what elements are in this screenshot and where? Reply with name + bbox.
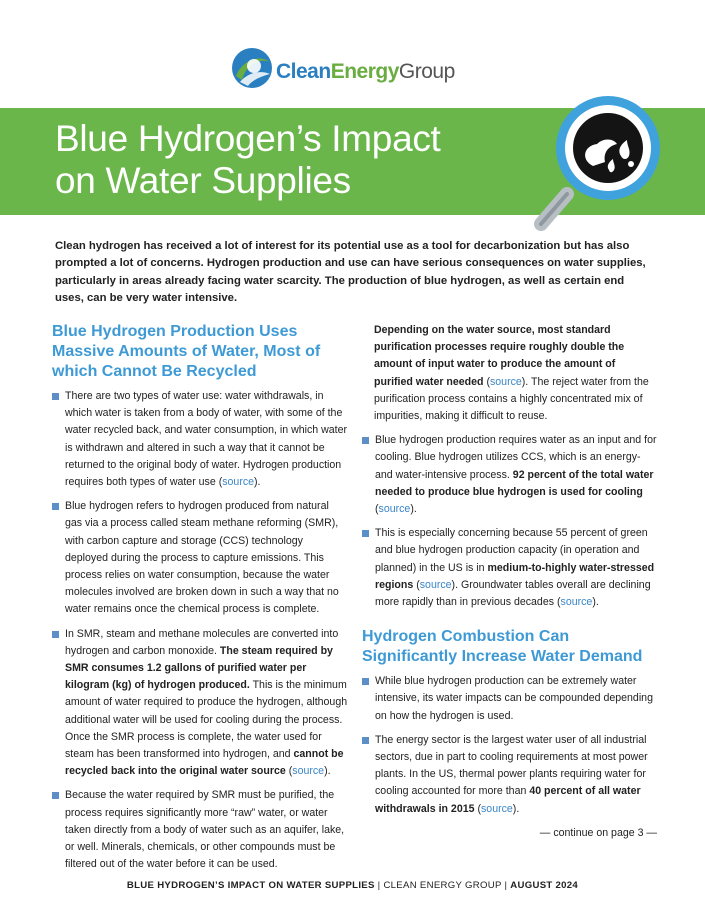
list-item: This is especially concerning because 55 percent of green and blue hydrogen production capacity (in operation and planned) in the US is in medium-to-highly water-stressed regions (source). Groundwater tables overall are declining more rapidly than in previous decades (source). <box>362 525 657 611</box>
right-column <box>362 322 657 842</box>
source-link[interactable]: source <box>222 476 255 489</box>
left-column <box>52 322 348 880</box>
intro-paragraph: Clean hydrogen has received a lot of interest for its potential use as a tool for decarbonization but has also prompted a lot of concerns. Hydrogen production and use can have serious consequences on water supplies, particularly in areas already facing water scarcity. The production of blue hydrogen, as well as certain end uses, can be very water intensive. <box>55 240 646 304</box>
section-heading-combustion: Hydrogen Combustion Can Significantly Increase Water Demand <box>362 628 643 666</box>
list-item: In SMR, steam and methane molecules are converted into hydrogen and carbon monoxide. The steam required by SMR consumes 1.2 gallons of purified water per kilogram (kg) of hydrogen produced. This is the minimum amount of water required to produce the hydrogen, although additional water will be used for cooling during the process. Once the SMR process is complete, the water used for steam has been transformed into hydrogen, and cannot be recycled back into the original water source (source). <box>52 626 348 781</box>
magnifier-water-drops-icon <box>525 88 675 236</box>
list-item: Because the water required by SMR must be purified, the process requires significantly more “raw” water, or water taken directly from a body of water such as an aquifer, lake, or well. Minerals, chemicals, or other compounds must be filtered out of the water before it can be used. <box>52 787 348 873</box>
section-heading-production: Blue Hydrogen Production Uses Massive Amounts of Water, Most of which Cannot Be Recycled <box>52 323 321 380</box>
list-item: Blue hydrogen production requires water as an input and for cooling. Blue hydrogen utilizes CCS, which is an energy- and water-intensive process. 92 percent of the total water needed to produce blue hydrogen is used for cooling (source). <box>362 432 657 518</box>
list-item: Blue hydrogen refers to hydrogen produced from natural gas via a process called steam methane reforming (SMR), with carbon capture and storage (CCS) technology deployed during the process to capture emissions. This process relies on water consumption, because the water molecules involved are broken down in such a way that no water remains once the chemical process is complete. <box>52 498 348 618</box>
source-link[interactable]: source <box>292 765 325 778</box>
list-item: The energy sector is the largest water user of all industrial sectors, due in part to cooling requirements at most power plants. In the US, thermal power plants requiring water for cooling accounted for more than 40 percent of all water withdrawals in 2015 (source). <box>362 732 657 818</box>
page-footer: BLUE HYDROGEN’S IMPACT ON WATER SUPPLIES | CLEAN ENERGY GROUP | AUGUST 2024 <box>126 880 579 891</box>
source-link[interactable]: source <box>481 802 513 815</box>
continue-note: — continue on page 3 — <box>539 826 657 839</box>
continuation-paragraph: Depending on the water source, most standard purification processes require roughly double the amount of input water to produce the amount of purified water needed (source). The reject water from the purification process contains a highly concentrated mix of impurities, making it difficult to reuse. <box>374 324 649 423</box>
page-title: Blue Hydrogen’s Impact on Water Supplies <box>55 118 441 201</box>
swirl-globe-icon <box>230 46 274 90</box>
list-item: While blue hydrogen production can be extremely water intensive, its water impacts can be compounded depending on how the hydrogen is used. <box>362 673 657 725</box>
list-item: There are two types of water use: water withdrawals, in which water is taken from a body of water, with some of the water recycled back, and water consumption, in which water is withdrawn and altered in such a way that it cannot be returned to the original body of water. Hydrogen production requires both types of water use (source). <box>52 388 348 491</box>
source-link[interactable]: source <box>419 578 452 591</box>
logo-wordmark: CleanEnergyGroup <box>276 60 455 83</box>
source-link[interactable]: source <box>489 375 522 388</box>
source-link[interactable]: source <box>560 596 593 609</box>
clean-energy-group-logo <box>230 44 490 94</box>
source-link[interactable]: source <box>378 503 411 516</box>
